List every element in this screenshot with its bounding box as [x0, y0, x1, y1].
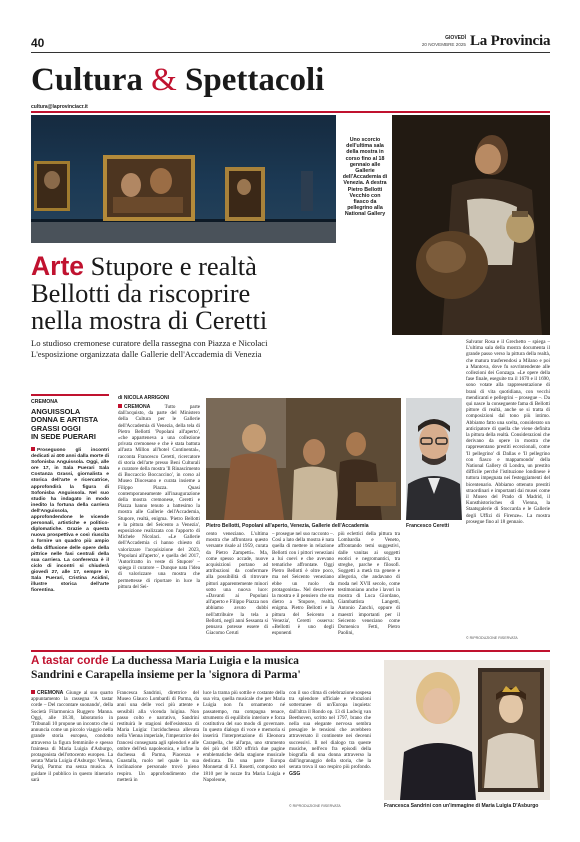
bottom-headline-line2: Sandrini e Carapella insieme per la 'signora di Parma' [31, 667, 301, 681]
main-col-3-text: – prosegue nel suo racconto –. Così a lato della mostra è nata quella di mettere in relazione Bellotti con i pittori veneziani a lui coevi e che avevano tematiche affrontate. Oggi Pietro Bellotti è oltre poco, ma nel Seicento veneziano ebbe un ruolo da protagonista». Nel descrivere la mostra e il pensiero che sta dietro a 'Stupore, realtà, enigma. Pietro Bellotti e la pittura del Seicento a Venezia', Ceretti osserva: «Bellotti è uno degli esponenti [272, 531, 334, 637]
sandrini-caption: Francesca Sandrini con un'immagine di Maria Luigia D'Asburgo [384, 803, 539, 809]
section-title [31, 62, 324, 98]
header-date: 20 NOVEMBRE 2025 [421, 42, 466, 47]
main-col-1 [118, 404, 200, 641]
headline-text1: Stupore e realtà [90, 251, 257, 281]
headline-line1 [31, 253, 386, 280]
sidebar-title [31, 408, 111, 442]
main-col-4-text: più eclettici della pittura tra Lombardia e Veneto, affrontando temi suggestivi, dalle vanitas ai soggetti esotici e negromantici, tra streghe, parche e filosofi. Soggetti a metà tra genere e allegoria, che andavano di moda nel XVII secolo, come testimoniano anche i lavori in mostra di Luca Giordano, Giambattista Langetti, Antonio Zanchi, oppure di maestri importanti per il Seicento veneziano come Domenico Fetti, Pietro Paolini, [338, 531, 400, 637]
main-col-4 [338, 531, 400, 641]
sidebar-bullet-icon [31, 447, 35, 451]
sidebar-title-line1: ANGUISSOLA [31, 407, 81, 416]
header-day: GIOVEDÌ [445, 35, 466, 41]
bottom-headline [31, 654, 411, 681]
page-number: 40 [31, 36, 45, 50]
bottom-col-4-text: con il suo clima di celebrazione sospesa tra splendore ufficiale e vibrazioni sotterranee di un'Europa inquieta: dall'altra il Rondo op. 13 di Ludwig van Beethoven, scritto nel 1797, brano che nella sua elegante nervosa sembra presagire le tensioni che avrebbero attraversato il continente nei decenni successivi. Il nel dialogo tra queste musiche, nell'eco fra episodi della biografia di una donna attraverso la dall'ingranaggio della storia, che la serata trova il suo respiro più profondo. [289, 690, 371, 771]
section-rule [31, 111, 550, 113]
header-rule [31, 52, 550, 53]
sidebar-title-line4: IN SEDE PUERARI [31, 432, 96, 442]
main-subhead [31, 338, 386, 360]
subhead-line1: Lo studioso cremonese curatore della rassegna con Piazza e Nicolaci [31, 338, 268, 348]
main-col-3 [272, 531, 334, 641]
section-ampersand: & [151, 62, 177, 98]
popolani-painting [206, 398, 401, 520]
gallery-photo [31, 115, 336, 243]
bottom-col-1 [31, 690, 113, 810]
bottom-rule [31, 650, 550, 652]
ceretti-illustration [406, 398, 462, 520]
sidebar-dateline: CREMONA [31, 399, 58, 405]
framed-painting-center [103, 155, 195, 221]
section-title-part2: Spettacoli [185, 62, 325, 98]
popolani-caption: Pietro Bellotti, Popolani all'aperto, Venezia, Gallerie dell'Accademia [206, 523, 369, 529]
headline-line3: nella mostra di Ceretti [31, 305, 268, 335]
section-title-part1: Cultura [31, 62, 143, 98]
popolani-illustration [206, 398, 401, 520]
sandrini-illustration [384, 660, 550, 800]
bottom-dateline: CREMONA [37, 690, 64, 696]
pilgrim-illustration [392, 115, 550, 335]
bottom-reserved: © RIPRODUZIONE RISERVATA [289, 804, 341, 808]
framed-painting-right [225, 167, 265, 221]
pilgrim-painting [392, 115, 550, 335]
bottom-col-1-text: Giunge al suo quarto appuntamento la rassegna 'A tastar corde – Del raccontare suonando', della Società Filarmonica Ruggero Manna. Oggi, alle 18.30, laboratorio in 'Tribunali 10 propone un incontro che si annuncia come un piccolo viaggio nella grande storia europea, condotto attraverso la figura femminile e spesso fraintesa di Maria Luigia d'Asburgo, protagonista dell'ottocento europeo. La serata 'Maria Luigia d'Asburgo: Vienna, Parigi, Parma: ma senza musica. A guidare il pubblico in questo itinerario sarà [31, 690, 113, 783]
sandrini-photo [384, 660, 550, 800]
main-col-1-text: Tutto parte dall'acquisto, da parte del Ministero della Cultura per le Gallerie dell'Accademia di Venezia, della tela di Pietro Bellotti 'Popolani all'aperto', «che apparteneva a una collezione privata cremonese e che è stata battuta all'asta Millon all'hotel Continental», racconta Francesco Ceretti, ricercatore di storia dell'arte presso Beni Culturali e curatore della mostra 'Il Rinascimento di Boccaccio Boccaccino', in corso al Museo Diocesano e curata insieme a Filippo Piazza. Quasi contemporaneamente all'inaugurazione della mostra cremonese, Ceretti e Piazza hanno tenuto a battesimo la mostra alle Gallerie dell'Accademia, Stupore, realtà, enigma. 'Pietro Bellotti e la pittura del Seicento a Venezia', esposizione realizzata con l'apporto di Michele Nicolaci. «Le Gallerie dell'Accademia ci hanno chiesto di valorizzare l'acquisizione del 2023, 'Popolani all'aperto', e quella del 2017, 'Autoritratto in veste di Stupore' – spiega il curatore – Dunque nata l'idea di valorizzare una mostra che permettesse di riportare in luce la pittura del Sei- [118, 404, 200, 590]
bottom-col-2-text: Francesca Sandrini, direttrice del Museo Glauco Lombardi di Parma, da anni una delle voci più attente e sensibili alla vicenda luigina. Non passo colto e narrativo, Sandrini restituirà le stagioni dell'esistenza di Maria Luigia: l'arciduchessa allevata nella Vienna imperiale, l'imperatrice dei francesi consegnata agli splendori e alle ombre dell'età napoleonica, e infine la duchessa di Parma, Piacenza e Guastalla, ruolo nel quale la sua inclinazione personale trovò pieno respiro. Un approfondimento che metterà in [117, 690, 199, 783]
sidebar-title-line2: DONNA E ARTISTA [31, 415, 99, 425]
main-col-2 [206, 531, 268, 641]
main-col-5-text: Salvator Rosa e il Grechetto – spiega – L'ultima sala della mostra documenta il grande passo verso la pittura della realtà, che matura trasferendosi a Milano e poi a Mantova, dove fu sovrintendente alle collezioni dei Gonzaga. «Le opere della fase finale, eseguite tra il 1670 e il 1690, sono votate alla rappresentazione di brani di vita quotidiana, con vecchi mendicanti e pellegrini – prosegue –. Da qui nasce la conseguente fama di Bellotti pittore di realtà, anche se si tratta di composizioni dal tono più intimo. Abbiamo fatto una scelta, considerato un anticipatore di quella che viene definita la pittura della realtà. Considerazioni che derivano da opere in mostra che rappresentano prestiti eccezionali, come 'Il pellegrino' di Dallas e 'Il pellegrino con fiasco e mappamondo' della National Gallery di Londra, un prestito difficile perché l'istituzione londinese è tuttora impegnata nei festeggiamenti del bicentenario. Abbiamo ottenuto prestiti straordinari e importanti dai musei come il Museo del Prado di Madrid, il Kunsthistorisches di Vienna, la Staatsgalerie di Stoccarda e le Gallerie degli Uffizi di Firenze». La mostra prosegue fino al 18 gennaio. [466, 339, 550, 525]
section-email[interactable]: cultura@laprovinciacr.it [31, 104, 88, 110]
ceretti-caption: Francesco Ceretti [406, 523, 450, 529]
framed-painting-left [34, 161, 70, 211]
main-col-5 [466, 339, 550, 635]
bottom-col-3-text: luce la trama più sottile e costante della sua vita, quella musicale che per Maria Luigia non fu ornamento né passatempo, ma compagna tenace, strumento di equilibrio interiore e forza costitutiva del suo modo di governare. In questo dialogo di voce e memoria si inserirà l'interpretazione di Eleonora Carapella, che all'arpa, uno strumento dei più del 1820 offrirà due pagine emblematiche della stagione musicale dedicata. Da una parte Europa Monnetat di F.J. Rosetti, composto nel 1810 per le nozze fra Maria Luigia e Napoleone, [203, 690, 285, 783]
byline: di NICOLA ARRIGONI [118, 395, 170, 401]
gallery-room-illustration [31, 115, 336, 243]
bottom-col-4 [289, 690, 371, 802]
main-bullet-icon [118, 404, 122, 408]
sidebar-title-line3: GRASSI OGGI [31, 423, 81, 433]
bottom-bullet-icon [31, 690, 35, 694]
ceretti-portrait [406, 398, 462, 520]
bottom-col-3 [203, 690, 285, 810]
sidebar-rule [31, 394, 109, 396]
main-reserved: © RIPRODUZIONE RISERVATA [466, 636, 518, 640]
bottom-kicker: A tastar corde [31, 654, 109, 667]
main-col-2-text: cento veneziano. L'ultima mostra che affrontava questo versante risale al 1959, curata da Pietro Zampetti». Ma, come spesso accade, nuove acquisizioni portano ad attribuzioni da confermare alla possibilità di ritrovare pittori apparentemente minori sotto una nuova luce: «Davanti ai Popolani all'aperto e Filippo Piazza non abbiamo avuto dubbi nell'attribuire la tela a Bellotti, negli anni Sessanta si pensava potesse essere di Giacomo Ceruti [206, 531, 268, 637]
bottom-col-2 [117, 690, 199, 810]
photo-caption: Uno scorcio dell'ultima sala della mostra in corso fino al 18 gennaio alle Gallerie dell'Accademia di Venezia. A destra Pietro Bellotti Vecchio con fiasco da pellegrino alla National Gallery [342, 137, 388, 218]
bottom-signoff: GSG [289, 770, 301, 777]
subhead-line2: L'esposizione organizzata dalle Gallerie dell'Accademia di Venezia [31, 349, 262, 359]
sidebar-body-text: Proseguono gli incontri dedicati ai 400 anni dalla morte di Sofonisba Anguissola. Oggi, alle ore 17, in Sala Puerari Sala Costanza Grassi, giornalista e storica dell'arte e ricercatrice, approfondirà la figura di Sofonisba Anguissola. Nel suo studio ha indagato in modo inedito la fortuna della carriera dell'Anguissola, approfondendone le vicende personali, artistiche e politico-diplomatiche. Grazie a questa nuova prospettiva e così riuscita a fornire un quadro più ampio della diffusione delle opere della pittrice nelle fasi centrali della sua carriera. La conferenza è il ciclo di incontri si chiuderà giovedì 27, alle 17, sempre in Sala Puerari, Cristina Acidini, illustre storica dell'arte fiorentina. [31, 448, 109, 594]
headline-kicker: Arte [31, 251, 85, 281]
bottom-headline-line1 [31, 654, 411, 668]
main-dateline: CREMONA [124, 404, 165, 410]
main-headline [31, 253, 386, 334]
masthead: La Provincia [470, 33, 551, 49]
sidebar-body [31, 447, 109, 637]
headline-line2: Bellotti da riscoprire [31, 278, 251, 308]
bottom-headline-text1: La duchessa Maria Luigia e la musica [111, 654, 299, 667]
